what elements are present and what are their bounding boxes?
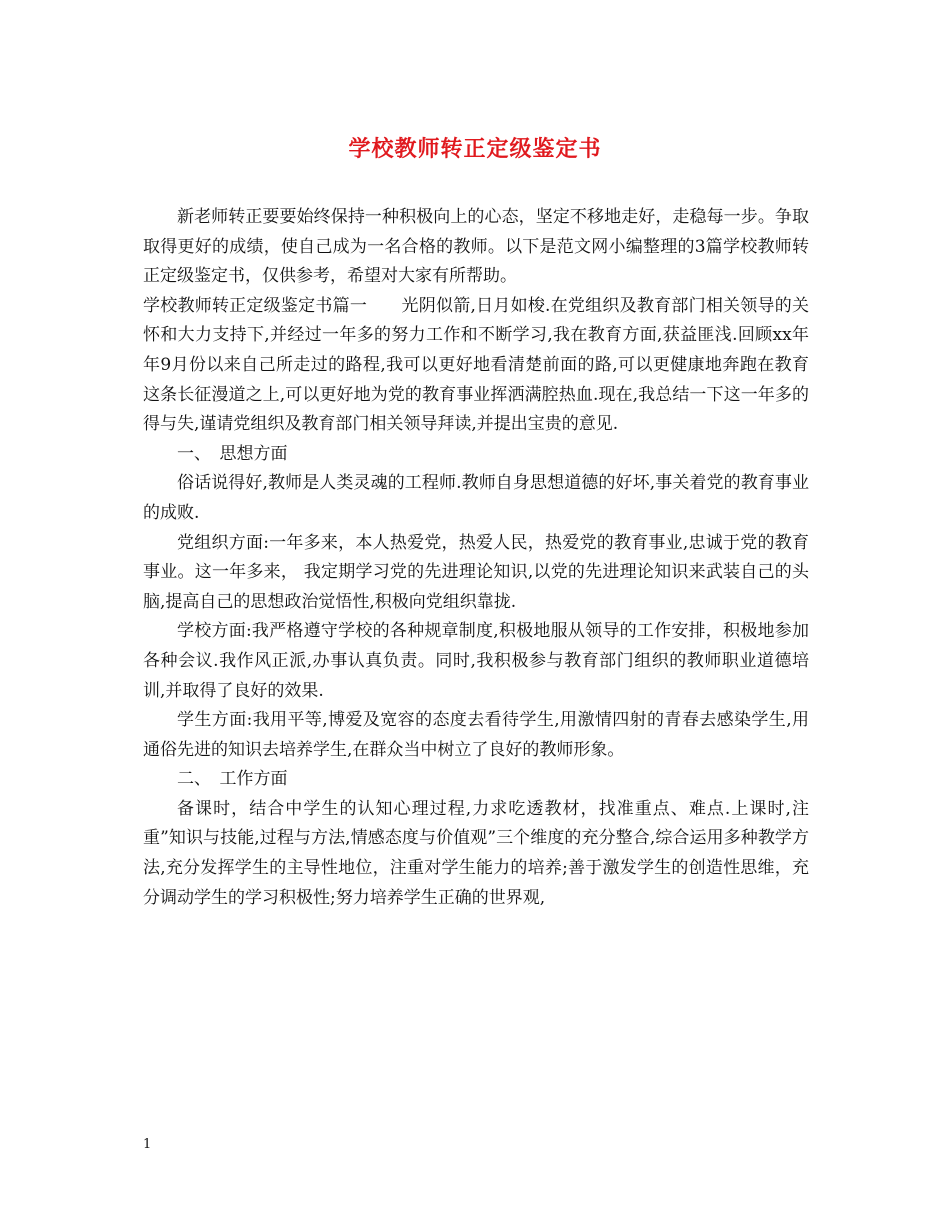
body-paragraph: 党组织方面:一年多来，本人热爱党，热爱人民，热爱党的教育事业,忠诚于党的教育事业。这一年多来， 我定期学习党的先进理论知识,以党的先进理论知识来武装自己的头脑,提高自己的思想政治觉悟性,积极向党组织靠拢. xyxy=(143,532,809,612)
article-one-paragraph: 学校教师转正定级鉴定书篇一 光阴似箭,日月如梭.在党组织及教育部门相关领导的关怀和大力支持下,并经过一年多的努力工作和不断学习,我在教育方面,获益匪浅.回顾xx年年9月份以来自己所走过的路程,我可以更好地看清楚前面的路,可以更健康地奔跑在教育这条长征漫道之上,可以更好地为党的教育事业挥洒满腔热血.现在,我总结一下这一年多的得与失,谨请党组织及教育部门相关领导拜读,并提出宝贵的意见. xyxy=(143,295,809,435)
document-title: 学校教师转正定级鉴定书 xyxy=(348,136,602,162)
body-paragraph: 学校方面:我严格遵守学校的各种规章制度,积极地服从领导的工作安排，积极地参加各种会议.我作风正派,办事认真负责。同时,我积极参与教育部门组织的教师职业道德培训,并取得了良好的效果. xyxy=(143,621,809,701)
document-body xyxy=(143,203,809,913)
body-paragraph: 备课时，结合中学生的认知心理过程,力求吃透教材，找准重点、难点.上课时,注重”知识与技能,过程与方法,情感态度与价值观”三个维度的充分整合,综合运用多种教学方法,充分发挥学生的主导性地位，注重对学生能力的培养;善于激发学生的创造性思维，充分调动学生的学习积极性;努力培养学生正确的世界观, xyxy=(143,798,809,908)
intro-paragraph: 新老师转正要要始终保持一种积极向上的心态，坚定不移地走好，走稳每一步。争取取得更好的成绩，使自己成为一名合格的教师。以下是范文网小编整理的3篇学校教师转正定级鉴定书，仅供参考，希望对大家有所帮助。 xyxy=(143,207,809,287)
section-heading-thought: 一、 思想方面 xyxy=(177,443,288,464)
section-heading-work: 二、 工作方面 xyxy=(177,769,288,790)
body-paragraph: 俗话说得好,教师是人类灵魂的工程师.教师自身思想道德的好坏,事关着党的教育事业的成败. xyxy=(143,473,809,523)
body-paragraph: 学生方面:我用平等,博爱及宽容的态度去看待学生,用激情四射的青春去感染学生,用通俗先进的知识去培养学生,在群众当中树立了良好的教师形象。 xyxy=(143,710,809,760)
page-number: 1 xyxy=(143,1137,152,1152)
